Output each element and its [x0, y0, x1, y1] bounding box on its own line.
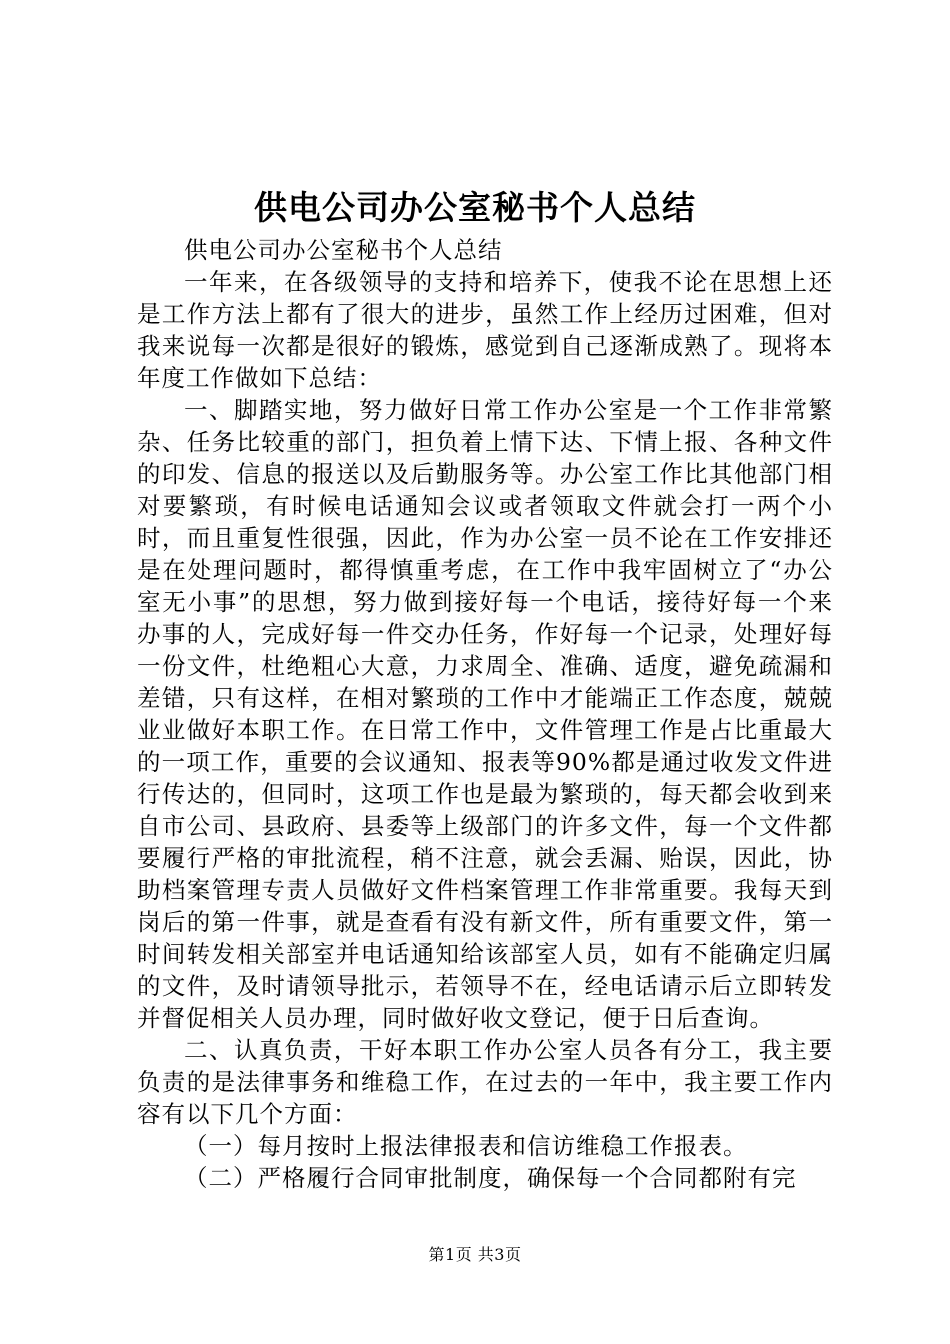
body-paragraph-heading: 供电公司办公室秘书个人总结: [184, 236, 503, 264]
body-paragraph-section-1: 一、脚踏实地，努力做好日常工作办公室是一个工作非常繁杂、任务比较重的部门，担负着上情下达、下情上报、各种文件的印发、信息的报送以及后勤服务等。办公室工作比其他部门相对要繁琐，有时候电话通知会议或者领取文件就会打一两个小时，而且重复性很强，因此，作为办公室一员不论在工作安排还是在处理问题时，都得慎重考虑，在工作中我牢固树立了“办公室无小事”的思想，努力做到接好每一个电话，接待好每一个来办事的人，完成好每一件交办任务，作好每一个记录，处理好每一份文件，杜绝粗心大意，力求周全、准确、适度，避免疏漏和差错，只有这样，在相对繁琐的工作中才能端正工作态度，兢兢业业做好本职工作。在日常工作中，文件管理工作是占比重最大的一项工作，重要的会议通知、报表等90%都是通过收发文件进行传达的，但同时，这项工作也是最为繁琐的，每天都会收到来自市公司、县政府、县委等上级部门的许多文件，每一个文件都要履行严格的审批流程，稍不注意，就会丢漏、贻误，因此，协助档案管理专责人员做好文件档案管理工作非常重要。我每天到岗后的第一件事，就是查看有没有新文件，所有重要文件，第一时间转发相关部室并电话通知给该部室人员，如有不能确定归属的文件，及时请领导批示，若领导不在，经电话请示后立即转发并督促相关人员办理，同时做好收文登记，便于日后查询。: [137, 396, 833, 1032]
document-body: [137, 234, 833, 1194]
body-paragraph-item-1: （一）每月按时上报法律报表和信访维稳工作报表。: [184, 1132, 748, 1160]
body-paragraph-section-2: 二、认真负责，干好本职工作办公室人员各有分工，我主要负责的是法律事务和维稳工作，在过去的一年中，我主要工作内容有以下几个方面：: [137, 1036, 833, 1128]
page-number-footer: 第1页 共3页: [428, 1245, 522, 1264]
body-paragraph-intro: 一年来，在各级领导的支持和培养下，使我不论在思想上还是工作方法上都有了很大的进步，虽然工作上经历过困难，但对我来说每一次都是很好的锻炼，感觉到自己逐渐成熟了。现将本年度工作做如下总结：: [137, 268, 833, 392]
document-title: 供电公司办公室秘书个人总结: [254, 188, 696, 227]
body-paragraph-item-2: （二）严格履行合同审批制度，确保每一个合同都附有完: [184, 1164, 797, 1192]
